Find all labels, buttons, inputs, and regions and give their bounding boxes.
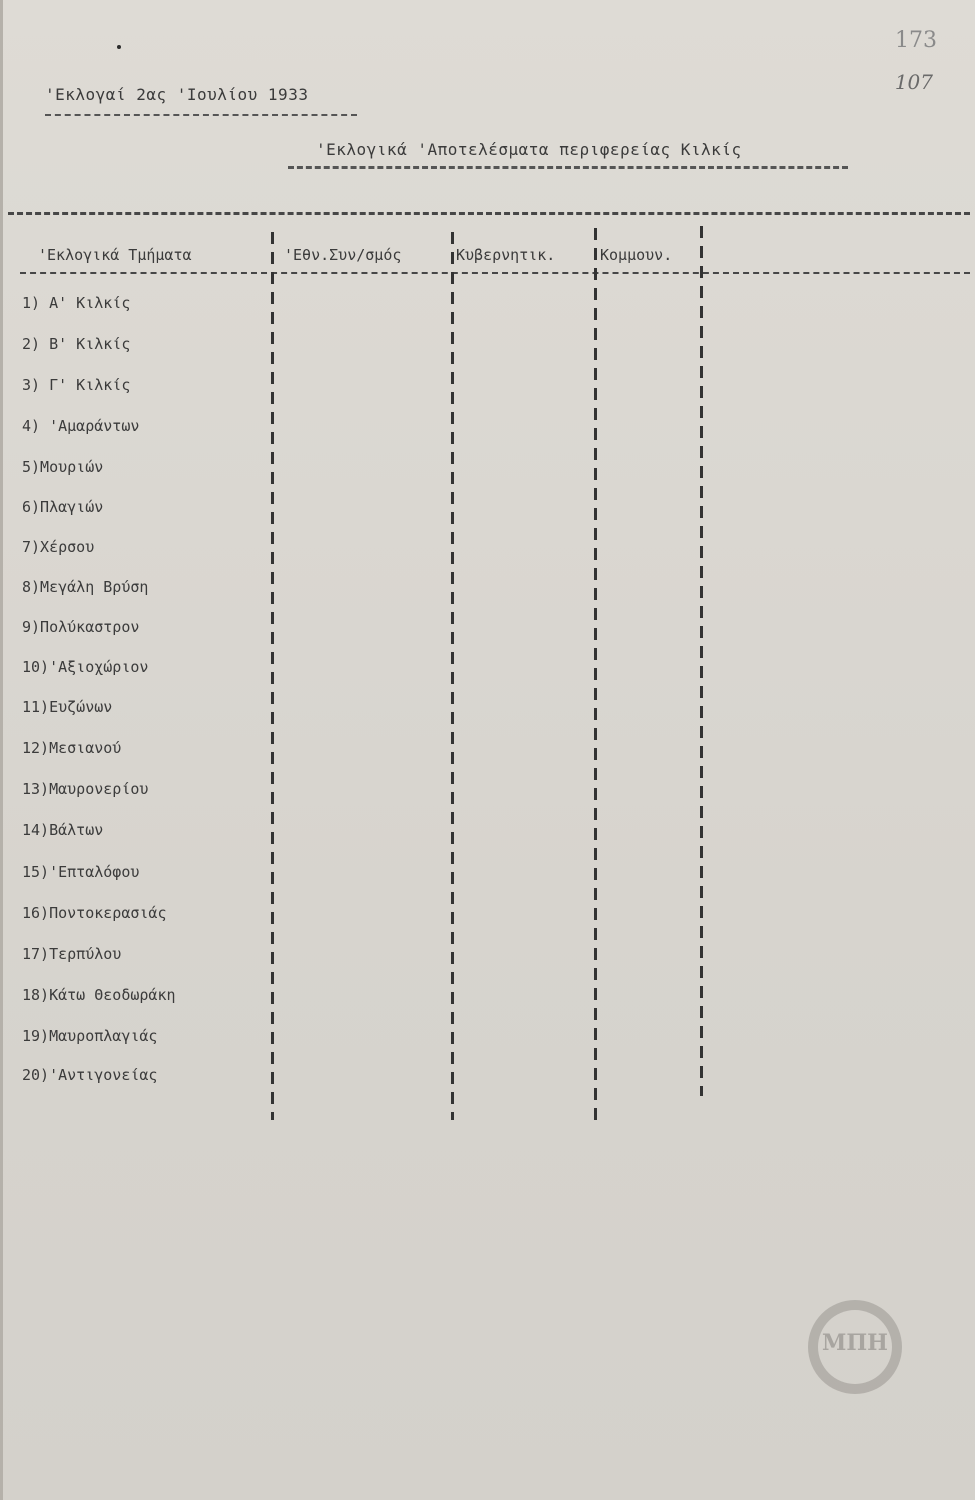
column-separator [594,228,597,1120]
table-row-label: 13)Μαυρονερίου [22,780,149,798]
table-header-rule [20,272,970,274]
archive-number: 173 [895,28,937,53]
table-row-label: 3) Γ' Κιλκίς [22,376,131,394]
column-separator [271,232,274,1120]
table-row-label: 18)Κάτω Θεοδωράκη [22,986,176,1004]
table-row-label: 1) Α' Κιλκίς [22,294,131,312]
column-header-national-union: 'Εθν.Συν/σμός [284,246,402,264]
table-row-label: 12)Μεσιανού [22,739,122,757]
column-header-communist: Κομμουν. [600,246,673,264]
table-row-label: 6)Πλαγιών [22,498,104,516]
table-row-label: 2) Β' Κιλκίς [22,335,131,353]
column-header-government: Κυβερνητικ. [456,246,556,264]
table-row-label: 10)'Αξιοχώριον [22,658,149,676]
column-header-sections: 'Εκλογικά Τμήματα [38,246,192,264]
document-subtitle: 'Εκλογικά 'Αποτελέσματα περιφερείας Κιλκίς [316,140,742,159]
page-edge [0,0,3,1500]
table-row-label: 9)Πολύκαστρον [22,618,140,636]
table-row-label: 17)Τερπύλου [22,945,122,963]
archive-number-handwritten: 107 [894,70,933,94]
table-row-label: 14)Βάλτων [22,821,104,839]
table-top-rule [8,212,970,215]
table-row-label: 8)Μεγάλη Βρύση [22,578,149,596]
table-row-label: 4) 'Αμαράντων [22,417,140,435]
table-row-label: 20)'Αντιγονείας [22,1066,158,1084]
column-separator [700,226,703,1096]
table-row-label: 11)Ευζώνων [22,698,113,716]
table-row-label: 7)Χέρσου [22,538,95,556]
archive-seal-stamp: ΜΠΗ [808,1300,902,1394]
table-row-label: 15)'Επταλόφου [22,863,140,881]
table-row-label: 19)Μαυροπλαγιάς [22,1027,158,1045]
punch-dot [117,45,121,49]
heading-underline [45,114,357,116]
column-separator [451,232,454,1120]
document-heading: 'Εκλογαί 2ας 'Ιουλίου 1933 [45,85,309,104]
table-row-label: 16)Ποντοκερασιάς [22,904,167,922]
subtitle-underline [288,166,848,169]
table-row-label: 5)Μουριών [22,458,104,476]
